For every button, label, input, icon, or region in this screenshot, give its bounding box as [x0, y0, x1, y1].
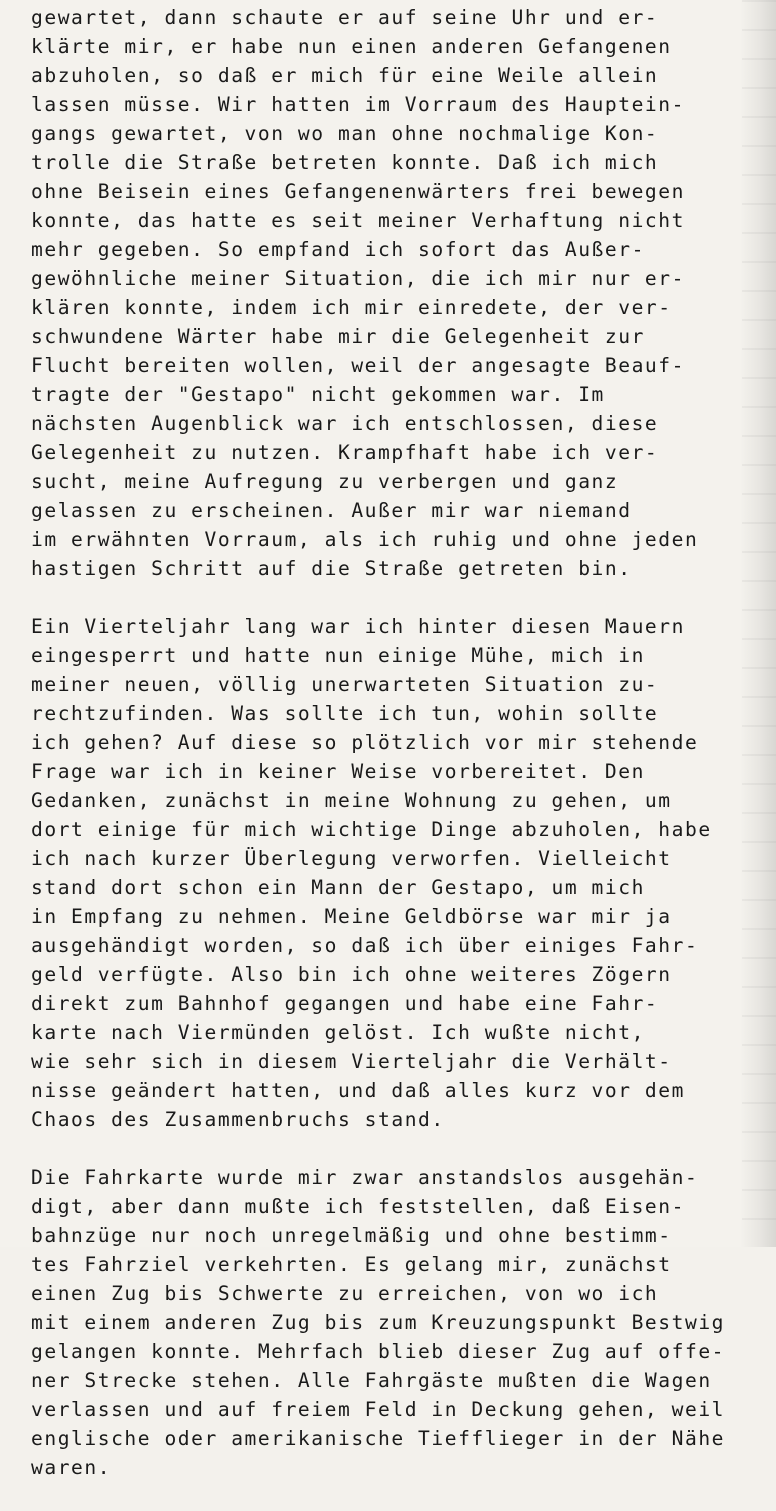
text-line: nächsten Augenblick war ich entschlossen, diese	[31, 412, 659, 435]
text-line: englische oder amerikanische Tiefflieger in der Nähe	[31, 1427, 726, 1450]
text-line: mit einem anderen Zug bis zum Kreuzungspunkt Bestwig	[31, 1311, 726, 1334]
paragraph	[31, 3, 761, 583]
text-line: tragte der "Gestapo" nicht gekommen war. Im	[31, 383, 605, 406]
text-line: mehr gegeben. So empfand ich sofort das Außer-	[31, 238, 645, 261]
text-line: waren.	[31, 1456, 112, 1479]
paragraph	[31, 1163, 761, 1482]
text-line: meiner neuen, völlig unerwarteten Situation zu-	[31, 673, 659, 696]
text-line: Die Fahrkarte wurde mir zwar anstandslos ausgehän-	[31, 1166, 699, 1189]
text-line: ich nach kurzer Überlegung verworfen. Vielleicht	[31, 847, 672, 870]
text-line: sucht, meine Aufregung zu verbergen und ganz	[31, 470, 619, 493]
text-line: rechtzufinden. Was sollte ich tun, wohin sollte	[31, 702, 659, 725]
text-line: in Empfang zu nehmen. Meine Geldbörse war mir ja	[31, 905, 672, 928]
text-line: dort einige für mich wichtige Dinge abzuholen, habe	[31, 818, 712, 841]
paragraph	[31, 612, 761, 1134]
text-line: klären konnte, indem ich mir einredete, der ver-	[31, 296, 672, 319]
text-line: geld verfügte. Also bin ich ohne weiteres Zögern	[31, 963, 672, 986]
text-line: karte nach Viermünden gelöst. Ich wußte nicht,	[31, 1021, 645, 1044]
text-line: Chaos des Zusammenbruchs stand.	[31, 1108, 445, 1131]
text-line: Ein Vierteljahr lang war ich hinter diesen Mauern	[31, 615, 685, 638]
text-line: gelassen zu erscheinen. Außer mir war niemand	[31, 499, 632, 522]
text-line: im erwähnten Vorraum, als ich ruhig und ohne jeden	[31, 528, 699, 551]
text-line: nisse geändert hatten, und daß alles kurz vor dem	[31, 1079, 685, 1102]
text-line: Flucht bereiten wollen, weil der angesagte Beauf-	[31, 354, 685, 377]
text-line: direkt zum Bahnhof gegangen und habe eine Fahr-	[31, 992, 659, 1015]
text-line: eingesperrt und hatte nun einige Mühe, mich in	[31, 644, 645, 667]
text-line: ohne Beisein eines Gefangenenwärters frei bewegen	[31, 180, 685, 203]
text-line: Gelegenheit zu nutzen. Krampfhaft habe ich ver-	[31, 441, 659, 464]
text-line: gewartet, dann schaute er auf seine Uhr und er-	[31, 6, 659, 29]
text-line: tes Fahrziel verkehrten. Es gelang mir, zunächst	[31, 1253, 672, 1276]
text-line: bahnzüge nur noch unregelmäßig und ohne bestimm-	[31, 1224, 672, 1247]
text-line: abzuholen, so daß er mich für eine Weile allein	[31, 64, 659, 87]
text-line: trolle die Straße betreten konnte. Daß ich mich	[31, 151, 659, 174]
text-line: ausgehändigt worden, so daß ich über einiges Fahr-	[31, 934, 699, 957]
text-line: wie sehr sich in diesem Vierteljahr die Verhält-	[31, 1050, 672, 1073]
text-line: hastigen Schritt auf die Straße getreten bin.	[31, 557, 632, 580]
text-line: Frage war ich in keiner Weise vorbereitet. Den	[31, 760, 645, 783]
text-line: Gedanken, zunächst in meine Wohnung zu gehen, um	[31, 789, 672, 812]
body-text	[31, 3, 761, 1511]
text-line: einen Zug bis Schwerte zu erreichen, von wo ich	[31, 1282, 659, 1305]
text-line: digt, aber dann mußte ich feststellen, daß Eisen-	[31, 1195, 685, 1218]
text-line: gelangen konnte. Mehrfach blieb dieser Zug auf offe-	[31, 1340, 726, 1363]
text-line: konnte, das hatte es seit meiner Verhaftung nicht	[31, 209, 685, 232]
text-line: ich gehen? Auf diese so plötzlich vor mir stehende	[31, 731, 699, 754]
text-line: klärte mir, er habe nun einen anderen Gefangenen	[31, 35, 672, 58]
text-line: gewöhnliche meiner Situation, die ich mir nur er-	[31, 267, 685, 290]
text-line: stand dort schon ein Mann der Gestapo, um mich	[31, 876, 645, 899]
text-line: lassen müsse. Wir hatten im Vorraum des Hauptein-	[31, 93, 685, 116]
text-line: schwundene Wärter habe mir die Gelegenheit zur	[31, 325, 645, 348]
text-line: ner Strecke stehen. Alle Fahrgäste mußten die Wagen	[31, 1369, 712, 1392]
text-line: gangs gewartet, von wo man ohne nochmalige Kon-	[31, 122, 659, 145]
text-line: verlassen und auf freiem Feld in Deckung gehen, weil	[31, 1398, 726, 1421]
